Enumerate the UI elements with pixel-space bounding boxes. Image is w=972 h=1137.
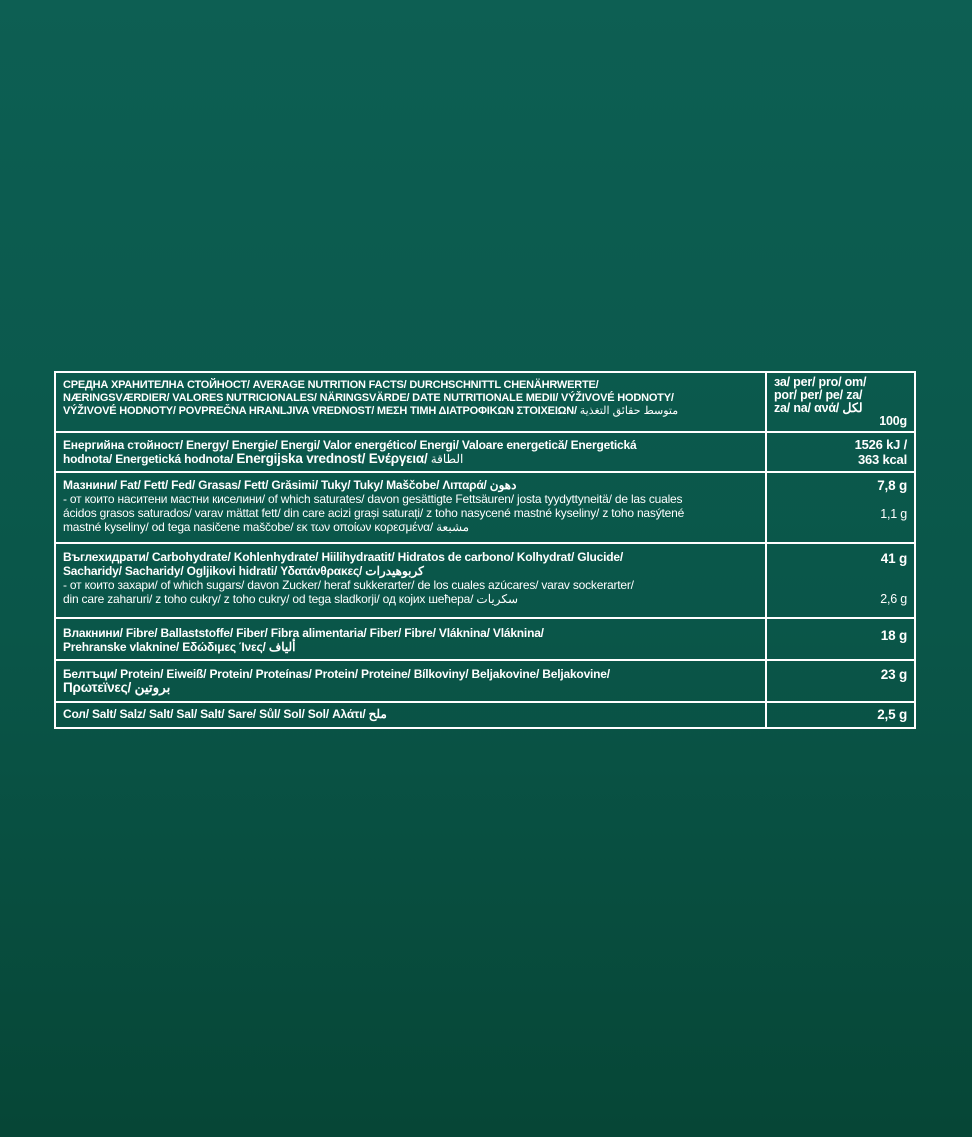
fibre-label-line: Prehranske vlaknine/ Εδώδιμες Ίνες/ ألياف — [63, 640, 296, 654]
per-line: por/ per/ pe/ za/ — [774, 388, 863, 402]
header-title-line: СРЕДНА ХРАНИТЕЛНА СТОЙНОСТ/ AVERAGE NUTRITION FACTS/ DURCHSCHNITTL CHENÄHRWERTE/ — [63, 379, 599, 391]
salt-label: Сол/ Salt/ Salz/ Salt/ Sal/ Salt/ Sare/ Sůl/ Sol/ Sol/ Αλάτι/ ملح — [63, 707, 387, 721]
nutrition-table — [56, 373, 914, 727]
sugars-label-line: din care zaharuri/ z toho cukry/ z toho cukry/ od tega sladkorji/ од којих шећера/ سكريات — [63, 592, 519, 606]
fibre-value-cell — [766, 618, 914, 660]
header-title-line: NÆRINGSVÆRDIER/ VALORES NUTRICIONALES/ NÄRINGSVÄRDE/ DATE NUTRITIONALE MEDII/ VÝŽIVOVÉ HODNOTY/ — [63, 392, 674, 404]
header-title-text: VÝŽIVOVÉ HODNOTY/ POVPREČNA HRANLJIVA VREDNOST/ ΜΕΣΗ ΤΙΜΗ ΔΙΑΤΡΟΦΙΚΩΝ ΣΤΟΙΧΕΙΩΝ/ — [63, 405, 577, 417]
salt-name-cell — [56, 702, 766, 727]
saturates-label-line: - от които наситени мастни киселини/ of which saturates/ davon gesättigte Fettsäuren/ josta tyydyttyneitä/ de las cuales — [63, 492, 683, 506]
protein-label-line: Πρωτεϊνες/ بروتين — [63, 680, 171, 695]
per-line: за/ per/ pro/ om/ — [774, 375, 867, 389]
fat-label: Мазнини/ Fat/ Fett/ Fed/ Grasas/ Fett/ Grăsimi/ Tuky/ Tuky/ Maščobe/ Λιπαρά/ دهون — [63, 478, 517, 492]
table-row-carbohydrate — [56, 543, 914, 618]
fibre-name-cell — [56, 618, 766, 660]
energy-label-part: Energijska vrednost/ Ενέργεια/ — [236, 451, 428, 466]
carbohydrate-value-cell — [766, 543, 914, 618]
per-amount: 100g — [879, 414, 907, 428]
energy-value-cell — [766, 432, 914, 472]
saturates-label-line: ácidos grasos saturados/ varav mättat fett/ din care acizi grași saturați/ z toho nasycené mastné kyseliny/ z toho nasýtené — [63, 506, 685, 520]
table-row-fibre — [56, 618, 914, 660]
table-row-energy — [56, 432, 914, 472]
energy-kcal-value: 363 kcal — [857, 452, 907, 467]
table-row-fat — [56, 472, 914, 543]
nutrition-label — [54, 371, 916, 729]
carbohydrate-label-line: Въглехидрати/ Carbohydrate/ Kohlenhydrate/ Hiilihydraatit/ Hidratos de carbono/ Kolhydrat/ Glucide/ — [63, 550, 623, 564]
protein-value: 23 g — [880, 667, 907, 682]
energy-label-part: hodnota/ Energetická hodnota/ — [63, 452, 237, 466]
carbohydrate-name-cell — [56, 543, 766, 618]
sugars-label-line: - от които захари/ of which sugars/ davon Zucker/ heraf sukkerarter/ de los cuales azúcares/ varav sockerarter/ — [63, 578, 634, 592]
energy-label-line: Енергийна стойност/ Energy/ Energie/ Energi/ Valor energético/ Energi/ Valoare energetică/ Energetická — [63, 438, 637, 452]
fat-value-cell — [766, 472, 914, 543]
salt-value: 2,5 g — [877, 707, 907, 722]
salt-value-cell — [766, 702, 914, 727]
energy-kj-value: 1526 kJ / — [854, 437, 907, 452]
energy-label-arabic: الطاقة — [427, 452, 464, 466]
energy-name-cell — [56, 432, 766, 472]
saturates-label-line: mastné kyseliny/ od tega nasičene maščobe/ εκ των οποίων κορεσμένα/ مشبعة — [63, 520, 470, 534]
fat-value: 7,8 g — [877, 478, 907, 493]
header-title-arabic: متوسط حقائق التغذية — [579, 405, 679, 417]
sugars-value: 2,6 g — [880, 592, 907, 606]
fat-name-cell — [56, 472, 766, 543]
header-title-cell — [56, 373, 766, 432]
fibre-label-line: Влакнини/ Fibre/ Ballaststoffe/ Fiber/ Fibra alimentaria/ Fiber/ Fibre/ Vláknina/ Vláknina/ — [63, 626, 544, 640]
carbohydrate-value: 41 g — [880, 551, 907, 566]
per-line: za/ na/ ανά/ لكل — [774, 401, 863, 415]
header-title-line — [63, 405, 758, 418]
protein-name-cell — [56, 660, 766, 702]
energy-label-line — [63, 452, 758, 466]
table-row-protein — [56, 660, 914, 702]
protein-value-cell — [766, 660, 914, 702]
table-header-row — [56, 373, 914, 432]
protein-label-line: Белтъци/ Protein/ Eiweiß/ Protein/ Proteínas/ Protein/ Proteine/ Bílkoviny/ Beljakovine/ Beljakovine/ — [63, 667, 610, 681]
fibre-value: 18 g — [880, 628, 907, 643]
saturates-value: 1,1 g — [880, 507, 907, 521]
header-per-cell — [766, 373, 914, 432]
table-row-salt — [56, 702, 914, 727]
carbohydrate-label-line: Sacharidy/ Sacharidy/ Ogljikovi hidrati/ Υδατάνθρακες/ كربوهيدرات — [63, 564, 424, 578]
